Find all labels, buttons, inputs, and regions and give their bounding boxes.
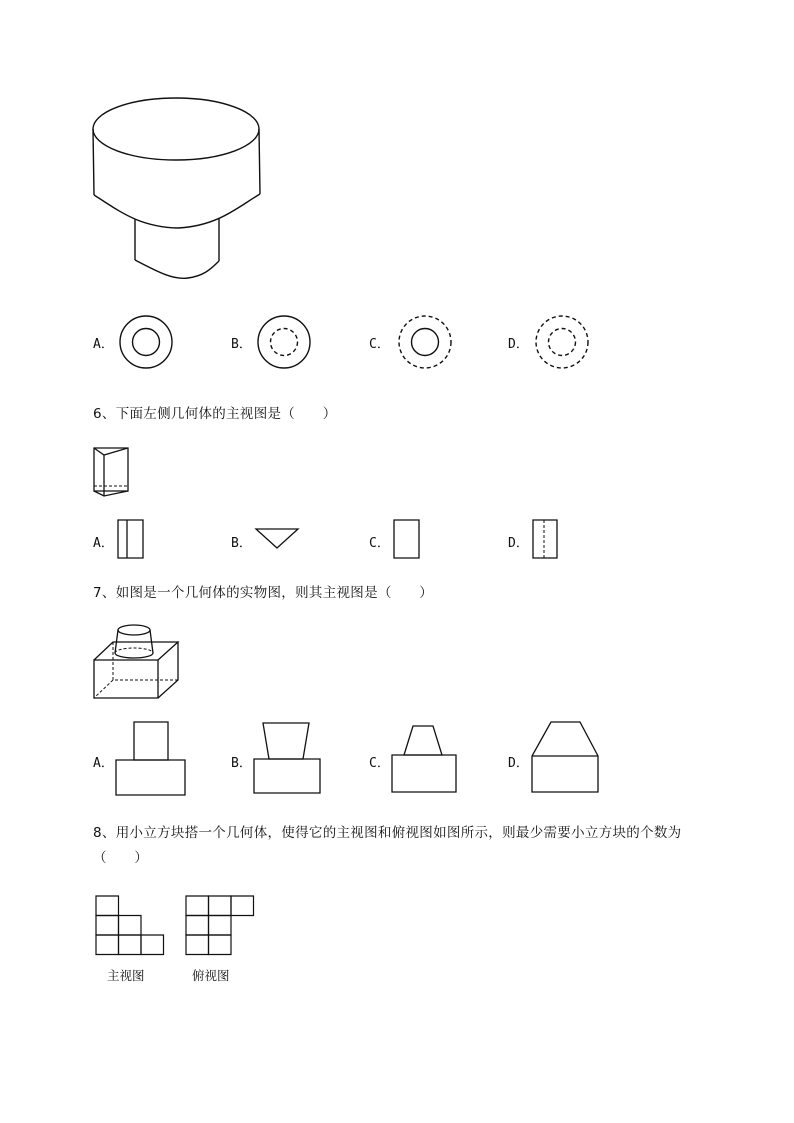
- q5-option-c-label: C．: [369, 337, 390, 352]
- q5-option-a-label: A．: [93, 337, 114, 352]
- q7-option-c-label: C．: [369, 756, 390, 771]
- q5-option-c-figure: [398, 315, 454, 371]
- q8-top-view-caption: 俯视图: [192, 968, 230, 983]
- q5-option-b-label: B．: [231, 337, 252, 352]
- q7-option-b-label: B．: [231, 756, 252, 771]
- q7-option-d-figure: [531, 721, 601, 795]
- q8-front-view-caption: 主视图: [107, 968, 145, 983]
- q8-question-text-line1: 8、用小立方块搭一个几何体，使得它的主视图和俯视图如图所示，则最少需要小立方块的个数为: [93, 825, 682, 841]
- q7-option-c-figure: [391, 725, 459, 795]
- q6-option-c-label: C．: [369, 536, 390, 551]
- q6-option-b-label: B．: [231, 536, 252, 551]
- q8-question-text-line2: （ ）: [93, 850, 149, 866]
- q7-question-text: 7、如图是一个几何体的实物图，则其主视图是（ ）: [93, 585, 434, 601]
- q8-front-view-figure: [95, 895, 167, 957]
- q6-option-a-figure: [117, 519, 145, 561]
- q8-top-view-figure: [185, 895, 257, 957]
- q5-option-a-figure: [119, 315, 175, 371]
- q7-option-a-label: A．: [93, 756, 114, 771]
- q6-option-d-label: D．: [508, 536, 529, 551]
- q7-solid-figure: [92, 618, 182, 702]
- q6-option-d-figure: [532, 519, 560, 561]
- q6-option-c-figure: [393, 519, 421, 561]
- q6-prism-figure: [92, 445, 134, 497]
- q7-option-b-figure: [253, 722, 323, 796]
- q6-question-text: 6、下面左侧几何体的主视图是（ ）: [93, 406, 337, 422]
- q7-option-a-figure: [115, 721, 187, 797]
- q7-option-d-label: D．: [508, 756, 529, 771]
- q6-option-a-label: A．: [93, 536, 114, 551]
- q5-option-b-figure: [257, 315, 313, 371]
- q5-option-d-figure: [535, 315, 591, 371]
- q5-option-d-label: D．: [508, 337, 529, 352]
- q5-solid-figure: [88, 92, 268, 287]
- q6-option-b-figure: [255, 528, 300, 550]
